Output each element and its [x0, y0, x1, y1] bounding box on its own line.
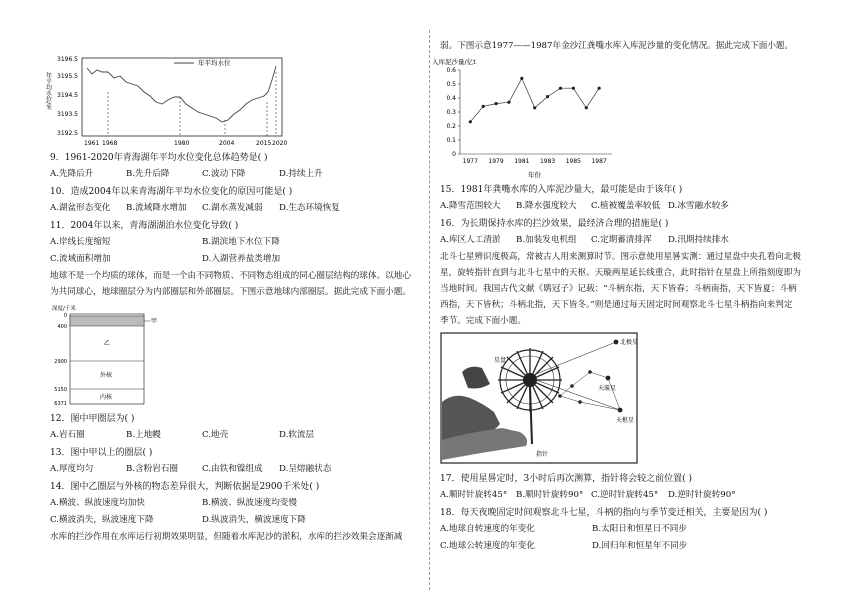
y-tick-label: 0.4 [446, 95, 456, 102]
q12-option-a[interactable]: A.岩石圈 [50, 430, 85, 440]
q17-option-c[interactable]: C.逆时针旋转45° [591, 490, 659, 500]
x-tick-label: 1987 [591, 158, 607, 165]
question-17: 17．使用星晷定时，3小时后再次测算，指针将会较之前位置( ) [440, 474, 693, 484]
q11-option-c[interactable]: C.流域面积增加 [50, 254, 111, 264]
question-18: 18．每天夜晚固定时间观察北斗七星，斗柄的指向与季节变迁相关，主要是因为( ) [440, 508, 768, 518]
q15-option-d[interactable]: D.冰雪融水较多 [668, 201, 729, 211]
question-9: 9．1961-2020年青海湖年平均水位变化总体趋势是( ) [50, 153, 268, 163]
legend-label: 年平均水位 [198, 59, 231, 67]
x-tick: 1980 [174, 140, 190, 147]
data-point [469, 120, 472, 123]
q9-option-d[interactable]: D.持续上升 [279, 169, 323, 179]
x-tick: 2004 [219, 140, 235, 147]
x-tick: 1961 [84, 140, 100, 147]
y-tick-label: 0 [452, 151, 456, 158]
q9-option-b[interactable]: B.先升后降 [126, 169, 170, 179]
data-point [520, 77, 523, 80]
dial-plate-label: 星盘 [494, 357, 507, 364]
y-tick: 3193.5 [57, 111, 78, 118]
q10-option-a[interactable]: A.湖盆形态变化 [50, 203, 111, 213]
y-tick: 3192.5 [57, 130, 78, 137]
y-tick-label: 0.1 [446, 137, 456, 144]
q16-option-b[interactable]: B.加装发电机组 [516, 235, 577, 245]
q14-option-d[interactable]: D.纵波消失，横波速度下降 [202, 515, 306, 525]
x-tick: 1968 [102, 140, 118, 147]
q17-option-d[interactable]: D.逆时针旋转90° [668, 490, 736, 500]
q10-option-b[interactable]: B.流域降水增加 [126, 203, 187, 213]
data-point [585, 106, 588, 109]
sediment-series-line [470, 78, 599, 121]
q16-option-a[interactable]: A.库区人工清淤 [440, 235, 501, 245]
pointer-label: 指针 [536, 451, 549, 458]
intro-paragraph-1-line-2: 为共同球心，地球圈层分为内部圈层和外部圈层。下图示意地球内部圈层。据此完成下面小题。 [50, 287, 411, 297]
x-tick: 2015 [256, 140, 272, 147]
q12-option-d[interactable]: D.软流层 [279, 430, 315, 440]
q15-option-c[interactable]: C.植被覆盖率较低 [591, 201, 661, 211]
y-axis-label: 年平均水位/米 [44, 72, 52, 111]
depth-tick: 0 [63, 313, 67, 319]
q10-option-d[interactable]: D.生态环境恢复 [279, 203, 340, 213]
water-level-chart [42, 52, 292, 148]
data-point [482, 105, 485, 108]
q11-option-b[interactable]: B.湖滨地下水位下降 [202, 237, 280, 247]
y-tick-label: 0.3 [446, 109, 456, 116]
data-point [533, 106, 536, 109]
data-point [494, 102, 497, 105]
data-point [598, 87, 601, 90]
q11-option-a[interactable]: A.岸线长度缩短 [50, 237, 111, 247]
inner-core-label: 内核 [100, 394, 113, 401]
earth-interior-diagram [50, 302, 170, 406]
intro-paragraph-2-line-1: 水库的拦沙作用在水库运行初期效果明显，但随着水库泥沙的淤积，水库的拦沙效果会逐渐减 [50, 532, 403, 542]
question-12: 12．图中甲圈层为( ) [50, 414, 135, 424]
q15-option-a[interactable]: A.降雪范围较大 [440, 201, 501, 211]
q9-option-a[interactable]: A.先降后升 [50, 169, 94, 179]
x-tick-label: 1983 [539, 158, 556, 165]
q17-option-a[interactable]: A.顺时针旋转45° [440, 490, 508, 500]
x-tick-label: 1981 [514, 158, 530, 165]
q12-option-c[interactable]: C.地壳 [202, 430, 229, 440]
question-14: 14．图中乙圈层与外核的物态差异很大，判断依据是2900千米处( ) [50, 482, 320, 492]
q12-option-b[interactable]: B.上地幔 [126, 430, 161, 440]
intro-paragraph-3-line-3: 当地时间。我国古代文献《鹖冠子》记载：“斗柄东指，天下皆春；斗柄南指，天下皆夏；斗柄 [440, 284, 797, 294]
depth-tick: 6371 [54, 401, 67, 406]
intro-paragraph-1-line-1: 地球不是一个均质的球体，而是一个由不同物质、不同物态组成的同心圈层结构的球体。以地心 [50, 271, 411, 281]
intro-paragraph-3-line-1: 北斗七星辨识度极高，常被古人用来测算时节。图示意使用星晷实测：通过星盘中央孔看向北极 [440, 252, 801, 262]
question-13: 13．图中甲以上的圈层( ) [50, 448, 153, 458]
q10-option-c[interactable]: C.湖水蒸发减弱 [202, 203, 263, 213]
y-tick: 3196.5 [57, 56, 78, 63]
x-tick: 2020 [272, 140, 288, 147]
intro-paragraph-3-line-5: 季节。完成下面小题。 [440, 316, 526, 326]
x-axis-label: 年份 [528, 171, 541, 179]
q16-option-d[interactable]: D.汛期持续排水 [668, 235, 729, 245]
q18-option-c[interactable]: C.地球公转速度的年变化 [440, 541, 535, 551]
x-tick-label: 1985 [565, 158, 581, 165]
sediment-line-chart [430, 56, 620, 180]
q18-option-d[interactable]: D.回归年和恒星年不同步 [592, 541, 688, 551]
q14-option-c[interactable]: C.横波消失，纵波速度下降 [50, 515, 154, 525]
data-point [546, 95, 549, 98]
q13-option-c[interactable]: C.由铁和镍组成 [202, 464, 263, 474]
q14-option-b[interactable]: B.横波、纵波速度均变慢 [202, 498, 297, 508]
data-point [572, 87, 575, 90]
depth-tick: 400 [57, 324, 67, 330]
layer-jia-label: 甲 [151, 318, 158, 325]
q18-option-a[interactable]: A.地球自转速度的年变化 [440, 524, 535, 534]
y-tick: 3194.5 [57, 92, 78, 99]
q13-option-a[interactable]: A.厚度均匀 [50, 464, 94, 474]
layer-yi-label: 乙 [104, 340, 111, 347]
data-point [559, 87, 562, 90]
q15-option-b[interactable]: B.降水强度较大 [516, 201, 577, 211]
depth-axis-label: 深度/千米 [52, 306, 76, 312]
water-level-line [87, 66, 276, 122]
outer-core-label: 外核 [100, 372, 113, 379]
y-tick-label: 0.2 [446, 123, 456, 130]
y-tick-label: 0.6 [446, 67, 456, 74]
star-dial-illustration [440, 332, 638, 464]
question-10: 10．造成2004年以来青海湖年平均水位变化的原因可能是( ) [50, 187, 293, 197]
intro-paragraph-3-line-2: 星，旋转指针直到与北斗七星中的天枢、天璇两星延长线重合，此时指针在星盘上所指刻度即为 [440, 268, 801, 278]
intro-paragraph-3-line-4: 西指，天下皆秋；斗柄北指，天下皆冬。”则是通过每天固定时间观察北斗七星斗柄指向来判定 [440, 300, 793, 310]
q13-option-b[interactable]: B.含粉岩石圈 [126, 464, 179, 474]
question-15: 15．1981年龚嘴水库的入库泥沙量大，最可能是由于该年( ) [440, 185, 683, 195]
intro-paragraph-2-line-2: 弱。下图示意1977——1987年金沙江龚嘴水库入库泥沙量的变化情况。据此完成下面小题。 [440, 41, 794, 51]
question-16: 16．为长期保持水库的拦沙效果，最经济合理的措施是( ) [440, 219, 669, 229]
q17-option-b[interactable]: B.顺时针旋转90° [516, 490, 584, 500]
q14-option-a[interactable]: A.横波、纵波速度均加快 [50, 498, 145, 508]
y-tick-label: 0.5 [446, 81, 456, 88]
x-tick-label: 1979 [488, 158, 504, 165]
tianshu-label: 天枢星 [616, 417, 635, 424]
q13-option-d[interactable]: D.呈熔融状态 [279, 464, 332, 474]
tianxuan-label: 天璇星 [598, 385, 617, 392]
depth-tick: 2900 [54, 359, 67, 365]
y-axis-label: 入库泥沙量/亿t [432, 58, 476, 66]
q18-option-b[interactable]: B.太阳日和恒星日不同步 [592, 524, 687, 534]
q16-option-c[interactable]: C.定期蓄清排浑 [591, 235, 652, 245]
q9-option-c[interactable]: C.波动下降 [202, 169, 246, 179]
data-point [507, 101, 510, 104]
question-11: 11．2004年以来，青海湖湖泊水位变化导致( ) [50, 221, 239, 231]
depth-tick: 5150 [54, 387, 67, 393]
x-tick-label: 1977 [462, 158, 478, 165]
q11-option-d[interactable]: D.入湖营养盐类增加 [202, 254, 281, 264]
y-tick: 3195.5 [57, 73, 78, 80]
polaris-label: 北极星 [620, 339, 638, 346]
